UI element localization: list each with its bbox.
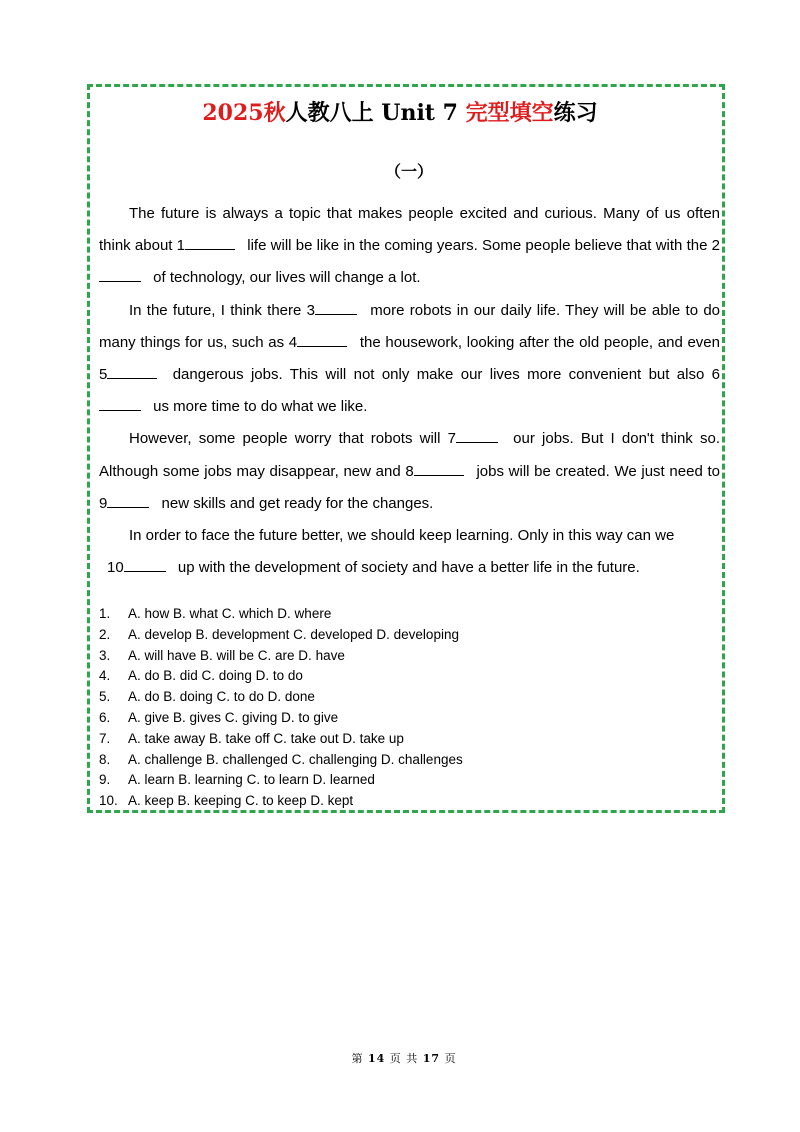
passage-text: new skills and get ready for the changes. [161,494,434,512]
section-label: （一） [384,162,433,181]
blank-2 [99,266,141,282]
option-text: A. learn B. learning C. to learn D. learned [128,772,375,788]
option-item [99,604,719,625]
blank-10 [124,556,166,572]
option-number: 1. [99,606,111,621]
passage-last-line [99,552,720,584]
option-item [99,708,719,729]
blank-number-10: 10 [107,559,124,577]
option-text: A. keep B. keeping C. to keep D. kept [128,793,354,809]
page-footer [0,1050,800,1066]
title-season: 秋 [263,100,286,126]
paragraph-3 [99,423,720,520]
option-text: A. will have B. will be C. are D. have [128,647,345,663]
footer-prefix: 第 [351,1052,364,1065]
blank-5 [107,363,157,379]
option-text: A. do B. did C. doing D. to do [128,668,303,684]
passage-text: However, some people worry that robots will 7 [129,430,456,448]
blank-6 [99,395,141,411]
passage-text: The future is always a topic that makes people excited and curious. Many of us often think about 1 [99,205,720,255]
title-end: 练习 [553,100,598,126]
passage-text: of technology, our lives will change a lot. [153,269,421,287]
options-list [99,604,719,812]
passage-text: jobs will be created. We just need to 9 [99,462,720,512]
passage-text: our jobs. But I don't think so. Although some jobs may disappear, new and 8 [99,430,720,480]
passage-text: life will be like in the coming years. Some people believe that with the 2 [247,237,721,255]
blank-8 [414,460,464,476]
blank-1 [185,234,235,250]
option-number: 5. [99,689,111,705]
title-year: 2025 [202,100,264,126]
passage-text: more robots in our daily life. They will be able to do many things for us, such as 4 [99,301,721,351]
paragraph-4 [99,520,720,584]
option-item [99,646,719,667]
passage [99,198,720,584]
option-item [99,729,719,750]
option-number: 9. [99,772,111,788]
paragraph-1 [99,198,720,295]
passage-text: In order to face the future better, we should keep learning. Only in this way can we [129,527,675,545]
option-text: A. give B. gives C. giving D. to give [128,709,339,725]
option-item [99,750,719,771]
footer-mid: 页 共 [389,1052,419,1065]
blank-4 [297,331,347,347]
paragraph-2 [99,295,720,424]
option-item [99,770,719,791]
option-text: A. take away B. take off C. take out D. take up [128,730,404,746]
footer-total-pages: 17 [422,1052,441,1065]
option-number: 7. [99,730,111,746]
option-item [99,666,719,687]
option-text: A. challenge B. challenged C. challenging D. challenges [128,751,463,767]
option-number: 3. [99,647,111,663]
passage-text: up with the development of society and have a better life in the future. [177,559,640,577]
option-text: A. develop B. development C. developed D. developing [128,626,459,642]
option-item [99,687,719,708]
passage-text: In the future, I think there 3 [129,301,315,319]
blank-9 [107,492,149,508]
blank-7 [456,427,498,443]
footer-suffix: 页 [444,1052,457,1065]
passage-text: dangerous jobs. This will not only make our lives more convenient but also 6 [172,366,720,384]
option-number: 2. [99,626,111,642]
title-mid: 人教八上 Unit 7 [285,100,466,126]
option-number: 6. [99,709,111,725]
passage-text: us more time to do what we like. [153,398,368,416]
passage-text: the housework, looking after the old people, and even 5 [99,333,720,384]
option-number: 10. [99,793,118,809]
footer-page-number: 14 [367,1052,386,1065]
page-title [0,98,800,128]
option-text: A. do B. doing C. to do D. done [128,689,315,705]
option-item [99,791,719,812]
option-number: 8. [99,751,111,767]
option-number: 4. [99,668,111,684]
option-text: A. how B. what C. which D. where [128,606,332,621]
blank-3 [315,299,357,315]
option-item [99,625,719,646]
title-type: 完型填空 [465,100,554,126]
